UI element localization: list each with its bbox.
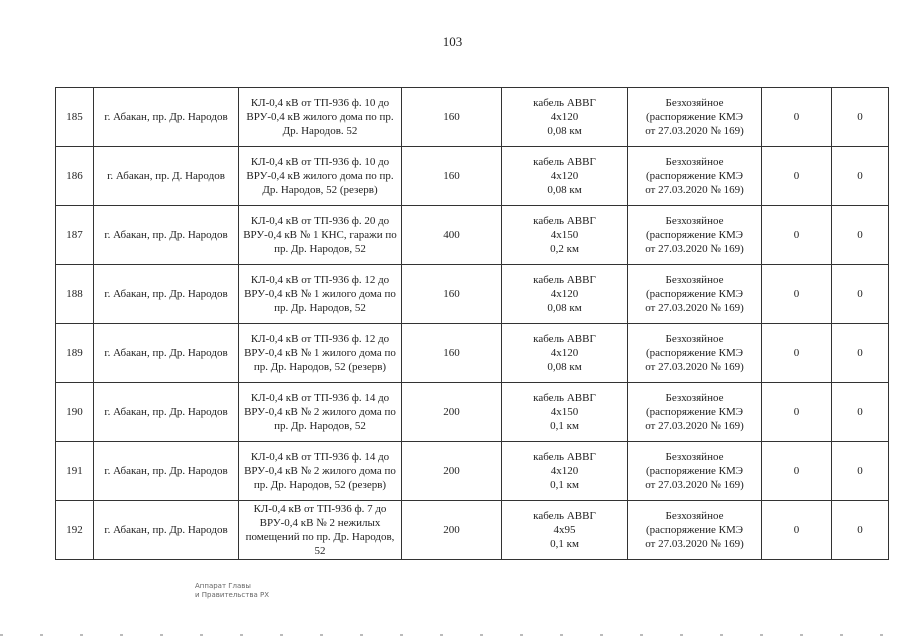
value-2-cell: [832, 501, 889, 560]
value-1-val1: 0: [793, 465, 800, 477]
cable-cable-size: 4х120: [550, 111, 579, 123]
power-cell: [402, 324, 502, 383]
status-status: Безхозяйное: [665, 274, 724, 286]
address-cell: [94, 206, 239, 265]
description-cell: [239, 265, 402, 324]
status-status: Безхозяйное: [665, 510, 724, 522]
cable-cable-length: 0,08 км: [547, 184, 582, 196]
cable-cable-type: кабель АВВГ: [533, 392, 596, 404]
cable-cable-type: кабель АВВГ: [533, 97, 596, 109]
description-description: КЛ-0,4 кВ от ТП-936 ф. 10 до ВРУ-0,4 кВ жилого дома по пр. Др. Народов. 52: [246, 97, 394, 137]
value-2-val2: 0: [857, 229, 863, 241]
status-order: (распоряжение КМЭ: [646, 347, 743, 359]
address-address: г. Абакан, пр. Др. Народов: [104, 524, 228, 536]
status-order-date: от 27.03.2020 № 169): [645, 243, 744, 255]
address-cell: [94, 265, 239, 324]
description-cell: [239, 206, 402, 265]
cable-cell: [502, 206, 628, 265]
value-1-cell: [762, 324, 832, 383]
status-order-date: от 27.03.2020 № 169): [645, 420, 744, 432]
cable-cell: [502, 501, 628, 560]
row-number-num: 192: [66, 524, 83, 536]
status-status: Безхозяйное: [665, 333, 724, 345]
description-description: КЛ-0,4 кВ от ТП-936 ф. 12 до ВРУ-0,4 кВ № 1 жилого дома по пр. Др. Народов, 52 (резерв): [244, 333, 396, 373]
table-row: [56, 442, 889, 501]
status-order: (распоряжение КМЭ: [646, 524, 743, 536]
power-power: 400: [443, 229, 460, 241]
address-cell: [94, 383, 239, 442]
value-2-cell: [832, 147, 889, 206]
address-address: г. Абакан, пр. Д. Народов: [107, 170, 225, 182]
status-cell: [628, 501, 762, 560]
description-cell: [239, 147, 402, 206]
registry-table: [55, 87, 889, 560]
value-2-val2: 0: [857, 465, 863, 477]
status-order-date: от 27.03.2020 № 169): [645, 184, 744, 196]
status-cell: [628, 265, 762, 324]
cable-cable-length: 0,1 км: [550, 420, 579, 432]
status-order-date: от 27.03.2020 № 169): [645, 361, 744, 373]
status-cell: [628, 442, 762, 501]
status-status: Безхозяйное: [665, 451, 724, 463]
description-description: КЛ-0,4 кВ от ТП-936 ф. 20 до ВРУ-0,4 кВ № 1 КНС, гаражи по пр. Др. Народов, 52: [243, 215, 397, 255]
row-number-num: 190: [66, 406, 83, 418]
status-order-date: от 27.03.2020 № 169): [645, 479, 744, 491]
table-row: [56, 206, 889, 265]
value-2-cell: [832, 206, 889, 265]
power-power: 200: [443, 406, 460, 418]
value-2-cell: [832, 324, 889, 383]
description-description: КЛ-0,4 кВ от ТП-936 ф. 10 до ВРУ-0,4 кВ жилого дома по пр. Др. Народов, 52 (резерв): [246, 156, 394, 196]
status-order: (распоряжение КМЭ: [646, 229, 743, 241]
value-1-val1: 0: [793, 406, 800, 418]
status-order-date: от 27.03.2020 № 169): [645, 125, 744, 137]
address-cell: [94, 324, 239, 383]
row-number-cell: [56, 383, 94, 442]
power-cell: [402, 442, 502, 501]
cable-cable-size: 4х150: [550, 229, 579, 241]
value-1-val1: 0: [793, 288, 800, 300]
power-cell: [402, 147, 502, 206]
value-1-cell: [762, 383, 832, 442]
address-address: г. Абакан, пр. Др. Народов: [104, 288, 228, 300]
status-order: (распоряжение КМЭ: [646, 288, 743, 300]
value-2-val2: 0: [857, 170, 863, 182]
address-cell: [94, 442, 239, 501]
description-description: КЛ-0,4 кВ от ТП-936 ф. 7 до ВРУ-0,4 кВ № 2 нежилых помещений по пр. Др. Народов, 52: [245, 503, 395, 557]
cable-cable-length: 0,08 км: [547, 361, 582, 373]
cable-cell: [502, 265, 628, 324]
row-number-num: 186: [66, 170, 83, 182]
row-number-cell: [56, 265, 94, 324]
power-power: 160: [443, 288, 460, 300]
power-cell: [402, 206, 502, 265]
value-1-cell: [762, 501, 832, 560]
row-number-cell: [56, 88, 94, 147]
cable-cell: [502, 324, 628, 383]
description-description: КЛ-0,4 кВ от ТП-936 ф. 14 до ВРУ-0,4 кВ № 2 жилого дома по пр. Др. Народов, 52: [244, 392, 396, 432]
power-cell: [402, 265, 502, 324]
description-cell: [239, 501, 402, 560]
status-order: (распоряжение КМЭ: [646, 170, 743, 182]
row-number-num: 188: [66, 288, 83, 300]
row-number-cell: [56, 442, 94, 501]
address-cell: [94, 147, 239, 206]
status-cell: [628, 88, 762, 147]
stamp-line-1: Аппарат Главы: [195, 582, 251, 590]
cable-cable-type: кабель АВВГ: [533, 274, 596, 286]
description-cell: [239, 442, 402, 501]
description-description: КЛ-0,4 кВ от ТП-936 ф. 12 до ВРУ-0,4 кВ № 1 жилого дома по пр. Др. Народов, 52: [244, 274, 396, 314]
value-1-val1: 0: [793, 111, 800, 123]
cable-cable-type: кабель АВВГ: [533, 333, 596, 345]
value-1-val1: 0: [793, 229, 800, 241]
cable-cable-length: 0,08 км: [547, 302, 582, 314]
value-2-cell: [832, 383, 889, 442]
cable-cable-size: 4х120: [550, 465, 579, 477]
cable-cable-length: 0,1 км: [550, 538, 579, 550]
value-1-cell: [762, 442, 832, 501]
cable-cable-type: кабель АВВГ: [533, 451, 596, 463]
address-address: г. Абакан, пр. Др. Народов: [104, 229, 228, 241]
address-address: г. Абакан, пр. Др. Народов: [104, 406, 228, 418]
cable-cable-size: 4х120: [550, 170, 579, 182]
row-number-num: 187: [66, 229, 83, 241]
row-number-cell: [56, 206, 94, 265]
scan-artifact-line: [0, 634, 905, 636]
table-row: [56, 147, 889, 206]
power-cell: [402, 88, 502, 147]
value-1-cell: [762, 206, 832, 265]
cable-cable-size: 4х120: [550, 347, 579, 359]
value-1-val1: 0: [793, 347, 800, 359]
power-power: 200: [443, 465, 460, 477]
status-order-date: от 27.03.2020 № 169): [645, 302, 744, 314]
row-number-cell: [56, 324, 94, 383]
table-row: [56, 265, 889, 324]
power-power: 160: [443, 347, 460, 359]
table-row: [56, 88, 889, 147]
row-number-cell: [56, 147, 94, 206]
description-cell: [239, 88, 402, 147]
status-cell: [628, 147, 762, 206]
value-2-val2: 0: [857, 524, 863, 536]
value-2-val2: 0: [857, 406, 863, 418]
status-cell: [628, 206, 762, 265]
status-order-date: от 27.03.2020 № 169): [645, 538, 744, 550]
value-2-val2: 0: [857, 347, 863, 359]
value-2-val2: 0: [857, 288, 863, 300]
cable-cell: [502, 442, 628, 501]
value-2-cell: [832, 88, 889, 147]
power-power: 160: [443, 170, 460, 182]
cable-cable-type: кабель АВВГ: [533, 510, 596, 522]
table-row: [56, 383, 889, 442]
address-address: г. Абакан, пр. Др. Народов: [104, 465, 228, 477]
cable-cable-type: кабель АВВГ: [533, 215, 596, 227]
value-2-cell: [832, 265, 889, 324]
cable-cell: [502, 88, 628, 147]
cable-cell: [502, 383, 628, 442]
value-2-val2: 0: [857, 111, 863, 123]
cable-cable-length: 0,2 км: [550, 243, 579, 255]
cable-cable-length: 0,1 км: [550, 479, 579, 491]
status-order: (распоряжение КМЭ: [646, 406, 743, 418]
row-number-num: 189: [66, 347, 83, 359]
status-status: Безхозяйное: [665, 392, 724, 404]
table-body: [56, 88, 889, 560]
value-1-val1: 0: [793, 170, 800, 182]
address-cell: [94, 501, 239, 560]
page-number: 103: [442, 34, 463, 49]
row-number-cell: [56, 501, 94, 560]
value-2-cell: [832, 442, 889, 501]
status-cell: [628, 383, 762, 442]
cable-cable-size: 4х120: [550, 288, 579, 300]
status-status: Безхозяйное: [665, 97, 724, 109]
power-power: 200: [443, 524, 460, 536]
stamp-line-2: и Правительства РХ: [195, 591, 270, 599]
cable-cable-size: 4х150: [550, 406, 579, 418]
value-1-cell: [762, 265, 832, 324]
table-row: [56, 501, 889, 560]
table-row: [56, 324, 889, 383]
signature-stamp: [195, 582, 269, 600]
power-cell: [402, 383, 502, 442]
power-power: 160: [443, 111, 460, 123]
status-order: (распоряжение КМЭ: [646, 111, 743, 123]
description-cell: [239, 324, 402, 383]
cable-cell: [502, 147, 628, 206]
address-address: г. Абакан, пр. Др. Народов: [104, 111, 228, 123]
description-description: КЛ-0,4 кВ от ТП-936 ф. 14 до ВРУ-0,4 кВ № 2 жилого дома по пр. Др. Народов, 52 (резерв): [244, 451, 396, 491]
status-status: Безхозяйное: [665, 215, 724, 227]
row-number-num: 191: [66, 465, 83, 477]
cable-cable-size: 4х95: [553, 524, 576, 536]
value-1-val1: 0: [793, 524, 800, 536]
description-cell: [239, 383, 402, 442]
value-1-cell: [762, 88, 832, 147]
row-number-num: 185: [66, 111, 83, 123]
address-cell: [94, 88, 239, 147]
power-cell: [402, 501, 502, 560]
status-order: (распоряжение КМЭ: [646, 465, 743, 477]
value-1-cell: [762, 147, 832, 206]
cable-cable-length: 0,08 км: [547, 125, 582, 137]
cable-cable-type: кабель АВВГ: [533, 156, 596, 168]
status-status: Безхозяйное: [665, 156, 724, 168]
status-cell: [628, 324, 762, 383]
address-address: г. Абакан, пр. Др. Народов: [104, 347, 228, 359]
